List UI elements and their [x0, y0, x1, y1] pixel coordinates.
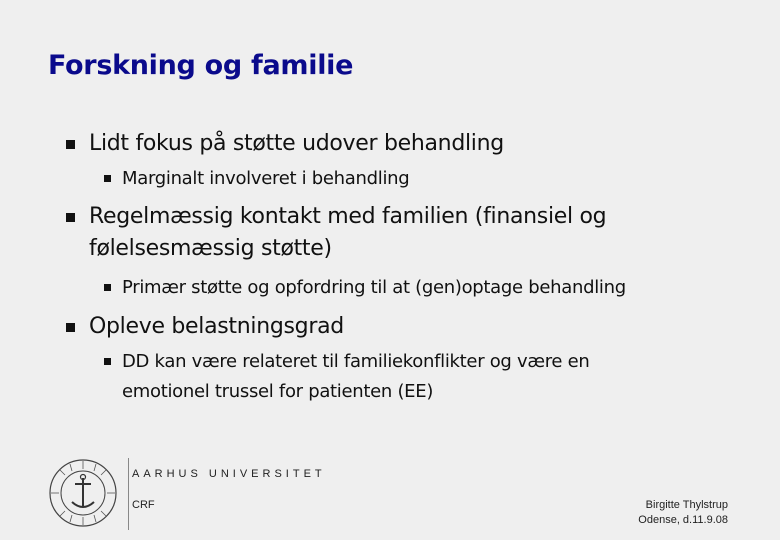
bullet-line: emotionel trussel for patienten (EE): [122, 381, 434, 402]
footer-divider: [128, 458, 129, 530]
bullet-line: følelsesmæssig støtte): [89, 236, 332, 261]
bullet-line: Opleve belastningsgrad: [89, 314, 344, 339]
bullet-text: [89, 311, 344, 343]
sub-bullet-text: [122, 164, 409, 194]
university-name: AARHUS UNIVERSITET: [132, 468, 326, 480]
sub-bullet-item: [104, 273, 626, 303]
bullet-line: Marginalt involveret i behandling: [122, 168, 410, 189]
square-bullet-icon: [104, 358, 111, 365]
square-bullet-icon: [104, 284, 111, 291]
bullet-text: [89, 201, 606, 265]
bullet-line: DD kan være relateret til familiekonflikter og være en: [122, 351, 590, 372]
bullet-text: [89, 128, 504, 160]
sub-bullet-item: [104, 347, 590, 407]
bullet-item: [66, 128, 504, 160]
place-date: Odense, d.11.9.08: [638, 514, 728, 526]
square-bullet-icon: [104, 175, 111, 182]
sub-bullet-text: [122, 347, 590, 407]
square-bullet-icon: [66, 140, 75, 149]
sub-bullet-text: [122, 273, 626, 303]
university-seal-icon: [48, 458, 118, 528]
bullet-item: [66, 311, 344, 343]
square-bullet-icon: [66, 213, 75, 222]
bullet-line: Lidt fokus på støtte udover behandling: [89, 131, 504, 156]
unit-name: CRF: [132, 499, 155, 511]
slide-title: Forskning og familie: [48, 50, 354, 81]
bullet-item: [66, 201, 606, 265]
bullet-line: Primær støtte og opfordring til at (gen)optage behandling: [122, 277, 626, 298]
author-name: Birgitte Thylstrup: [645, 499, 728, 511]
square-bullet-icon: [66, 323, 75, 332]
sub-bullet-item: [104, 164, 409, 194]
bullet-line: Regelmæssig kontakt med familien (finansiel og: [89, 204, 607, 229]
author-block: [638, 498, 728, 528]
